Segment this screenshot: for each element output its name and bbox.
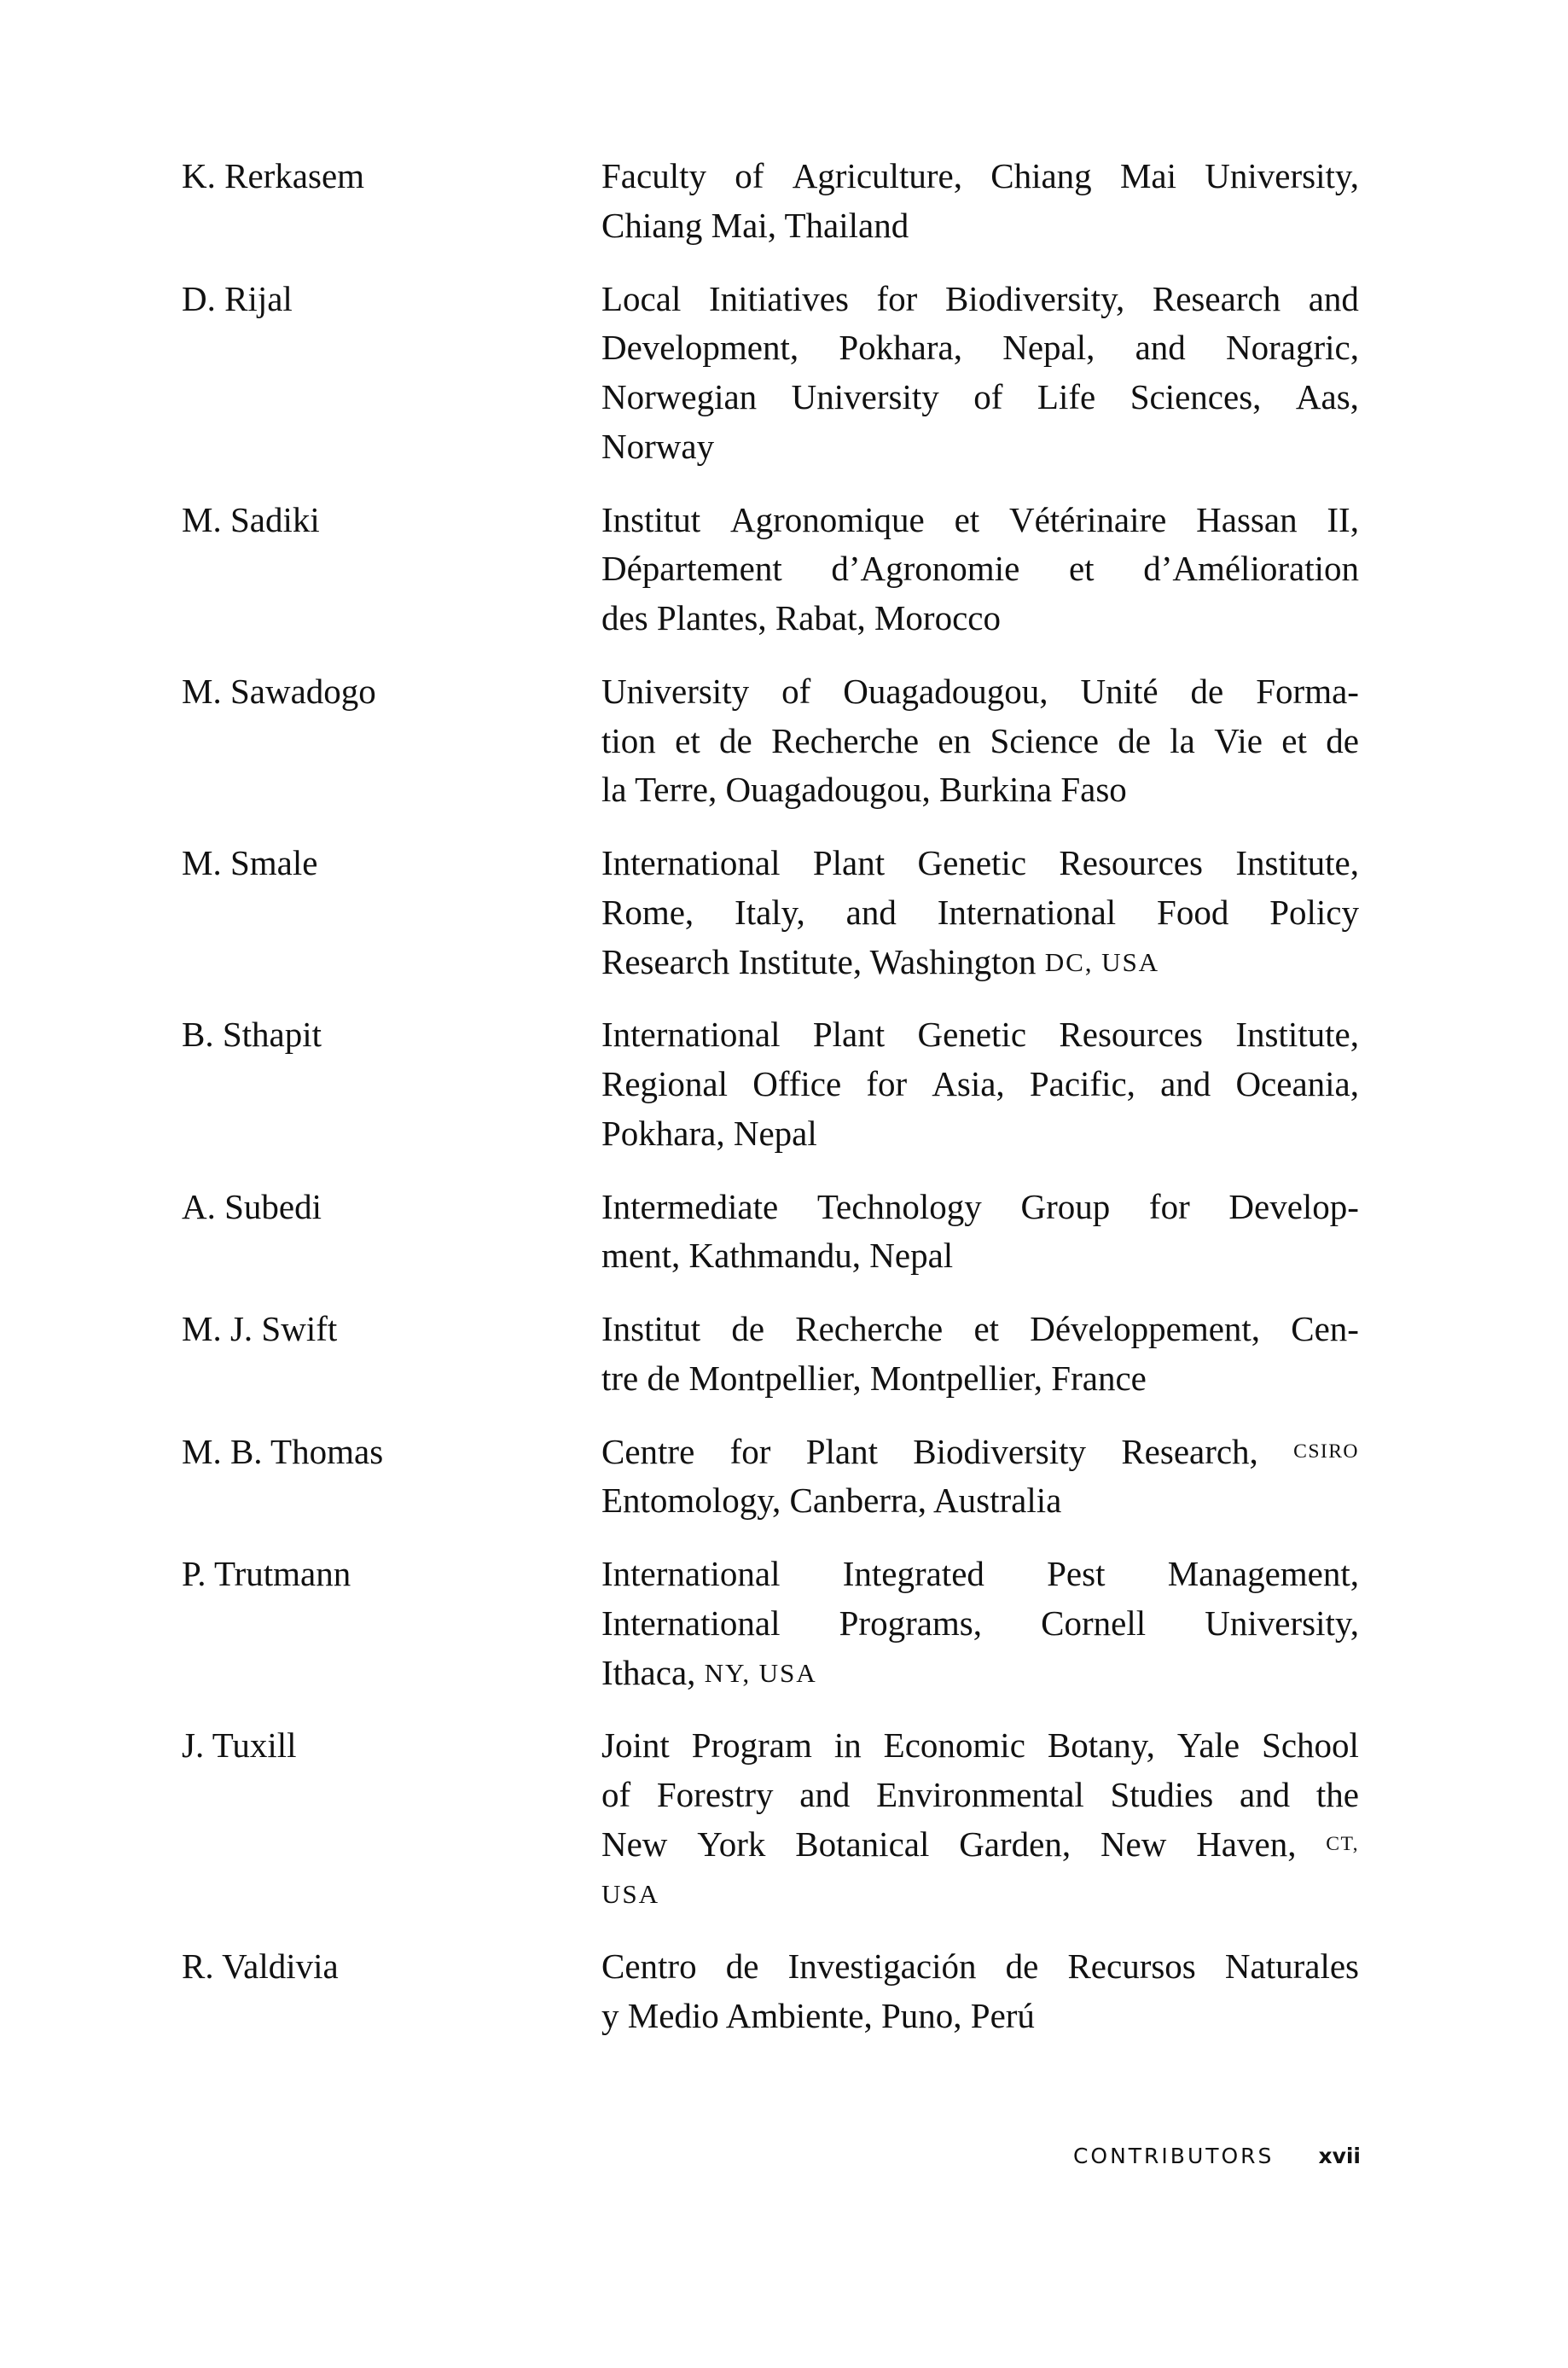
word: de <box>719 720 752 760</box>
word: de <box>1005 1946 1039 1987</box>
affiliation-line <box>601 373 1359 422</box>
word: Italy, <box>735 892 805 932</box>
word: Chiang <box>990 156 1092 195</box>
affiliation-line <box>601 1599 1359 1649</box>
word: Food <box>1157 892 1229 932</box>
running-head: CONTRIBUTORS <box>1072 2144 1275 2168</box>
word: Studies <box>1110 1775 1214 1814</box>
contributor-affiliation <box>601 1942 1359 2041</box>
word: International <box>601 843 781 882</box>
word: Unité <box>1080 671 1159 711</box>
word: the <box>1315 1775 1359 1814</box>
word: et <box>954 499 980 539</box>
word: Pokhara, <box>839 328 962 368</box>
word: tion <box>601 720 656 760</box>
word: New <box>1100 1824 1167 1864</box>
word: of <box>735 156 764 195</box>
word: for <box>729 1431 771 1471</box>
contributor-affiliation <box>601 839 1359 986</box>
affiliation-line <box>601 1428 1359 1477</box>
word: Science <box>990 720 1099 760</box>
contributor-entry <box>182 667 1359 815</box>
word: Biodiversity, <box>944 278 1125 318</box>
affiliation-line <box>601 1010 1359 1060</box>
word: Regional <box>601 1064 729 1103</box>
affiliation-line <box>601 839 1359 888</box>
word: University <box>601 671 750 711</box>
word: Norwegian <box>601 377 758 416</box>
word: de <box>1118 720 1151 760</box>
affiliation-line <box>601 1820 1359 1870</box>
contributor-name: M. B. Thomas <box>182 1431 384 1471</box>
page-footer <box>1073 2144 1361 2168</box>
page-number: xvii <box>1318 2144 1361 2168</box>
contributor-entry <box>182 275 1359 472</box>
contributors-list <box>182 152 1359 2065</box>
word: Institute, <box>1235 1015 1359 1055</box>
contributor-affiliation <box>601 1428 1359 1527</box>
word: for <box>866 1064 908 1103</box>
contributor-name: J. Tuxill <box>182 1725 297 1766</box>
word: Centro <box>601 1946 697 1987</box>
word: of <box>601 1775 631 1814</box>
small-caps-text: DC, USA <box>1044 946 1160 977</box>
word: in <box>833 1725 862 1766</box>
contributor-entry <box>182 1183 1359 1282</box>
word: International <box>601 1603 781 1643</box>
word: Rome, <box>601 892 694 932</box>
word: Nepal, <box>1002 328 1095 368</box>
word: Agriculture, <box>792 156 962 195</box>
word: and <box>1135 328 1186 368</box>
contributor-affiliation <box>601 1550 1359 1697</box>
word: Vie <box>1214 720 1263 760</box>
affiliation-text: ment, Kathmandu, Nepal <box>601 1236 954 1276</box>
affiliation-line <box>601 1550 1359 1599</box>
small-caps-text: USA <box>601 1878 659 1909</box>
word: Life <box>1037 377 1096 416</box>
contributor-entry <box>182 152 1359 251</box>
affiliation-line <box>601 1183 1359 1232</box>
word: Forestry <box>656 1775 774 1814</box>
word: Management, <box>1167 1554 1359 1593</box>
word: en <box>938 720 972 760</box>
contributor-affiliation <box>601 496 1359 643</box>
word: Intermediate <box>601 1186 779 1226</box>
affiliation-line <box>601 544 1359 594</box>
affiliation-line <box>601 1231 1359 1281</box>
word: for <box>1148 1186 1190 1226</box>
contributor-affiliation <box>601 1305 1359 1404</box>
affiliation-line <box>601 1354 1359 1404</box>
word: la <box>1170 720 1195 760</box>
word: Economic <box>883 1725 1025 1766</box>
contributor-name: P. Trutmann <box>182 1554 351 1593</box>
affiliation-line <box>601 1870 1359 1919</box>
word: de <box>1190 671 1224 711</box>
contributor-affiliation <box>601 1183 1359 1282</box>
word: Resources <box>1059 843 1203 882</box>
word: Initiatives <box>708 278 849 318</box>
word: Group <box>1020 1186 1111 1226</box>
word: Pacific, <box>1029 1064 1135 1103</box>
contributor-name: M. Smale <box>182 843 318 882</box>
word: Resources <box>1059 1015 1203 1055</box>
word: de <box>731 1309 765 1348</box>
word: Joint <box>601 1725 670 1766</box>
affiliation-line <box>601 323 1359 373</box>
affiliation-text: la Terre, Ouagadougou, Burkina Faso <box>601 770 1127 810</box>
word: Integrated <box>842 1554 984 1593</box>
word: Biodiversity <box>913 1431 1087 1471</box>
affiliation-line <box>601 717 1359 766</box>
word: CT, <box>1326 1832 1359 1855</box>
word: Haven, <box>1196 1824 1297 1864</box>
word: Vétérinaire <box>1008 499 1167 539</box>
affiliation-text: Research Institute, Washington <box>601 941 1037 981</box>
word: Ouagadougou, <box>843 671 1048 711</box>
affiliation-line <box>601 1721 1359 1771</box>
contributor-name: K. Rerkasem <box>182 156 365 195</box>
contributor-entry <box>182 1550 1359 1697</box>
affiliation-text: y Medio Ambiente, Puno, Perú <box>601 1996 1035 2035</box>
word: Hassan <box>1196 499 1298 539</box>
word: of <box>781 671 811 711</box>
word: Research <box>1152 278 1281 318</box>
affiliation-line <box>601 1649 1359 1698</box>
contributor-name: M. Sadiki <box>182 499 320 539</box>
word: Local <box>601 278 682 318</box>
word: Development, <box>601 328 799 368</box>
affiliation-line <box>601 888 1359 938</box>
word: International <box>601 1015 781 1055</box>
contributor-name: R. Valdivia <box>182 1946 339 1987</box>
word: Cornell <box>1041 1603 1147 1643</box>
contributor-name: D. Rijal <box>182 278 293 318</box>
word: Naturales <box>1224 1946 1359 1987</box>
word: New <box>601 1824 668 1864</box>
affiliation-line <box>601 422 1359 472</box>
word: et <box>1281 720 1307 760</box>
affiliation-text: Norway <box>601 426 715 466</box>
word: et <box>1068 549 1095 589</box>
word: Développement, <box>1030 1309 1261 1348</box>
word: Genetic <box>917 843 1027 882</box>
contributor-name: M. J. Swift <box>182 1309 338 1348</box>
word: Develop- <box>1228 1186 1359 1226</box>
word: Policy <box>1269 892 1359 932</box>
affiliation-line <box>601 1771 1359 1820</box>
word: Noragric, <box>1226 328 1359 368</box>
affiliation-line <box>601 594 1359 643</box>
affiliation-line <box>601 275 1359 324</box>
affiliation-line <box>601 1992 1359 2041</box>
word: Plant <box>812 843 886 882</box>
word: Institute, <box>1235 843 1359 882</box>
affiliation-text: des Plantes, Rabat, Morocco <box>601 598 1001 637</box>
contributor-entry <box>182 839 1359 986</box>
affiliation-line <box>601 667 1359 717</box>
word: Botanical <box>795 1824 930 1864</box>
word: Plant <box>812 1015 886 1055</box>
word: d’Amélioration <box>1143 549 1359 589</box>
affiliation-text: Entomology, Canberra, Australia <box>601 1481 1062 1521</box>
word: Yale <box>1176 1725 1240 1766</box>
word: Asia, <box>932 1064 1005 1103</box>
contributor-entry <box>182 1721 1359 1918</box>
word: Département <box>601 549 782 589</box>
word: University, <box>1205 1603 1359 1643</box>
word: d’Agronomie <box>831 549 1020 589</box>
word: and <box>1308 278 1359 318</box>
word: Recherche <box>771 720 920 760</box>
word: Centre <box>601 1431 695 1471</box>
word: Agronomique <box>730 499 925 539</box>
word: Office <box>752 1064 842 1103</box>
affiliation-line <box>601 1305 1359 1354</box>
word: Institut <box>601 499 701 539</box>
word: Garden, <box>959 1824 1071 1864</box>
affiliation-line <box>601 1060 1359 1109</box>
contributor-entry <box>182 1305 1359 1404</box>
word: for <box>876 278 918 318</box>
word: University <box>791 377 939 416</box>
word: Oceania, <box>1235 1064 1359 1103</box>
word: and <box>799 1775 851 1814</box>
affiliation-text: tre de Montpellier, Montpellier, France <box>601 1358 1147 1398</box>
word: Faculty <box>601 156 706 195</box>
word: et <box>675 720 700 760</box>
word: School <box>1262 1725 1359 1766</box>
word: Technology <box>816 1186 982 1226</box>
affiliation-line <box>601 201 1359 251</box>
word: de <box>1326 720 1359 760</box>
word: et <box>973 1309 1000 1348</box>
affiliation-line <box>601 1476 1359 1526</box>
word: II, <box>1327 499 1359 539</box>
word: International <box>601 1554 781 1593</box>
word: Genetic <box>917 1015 1027 1055</box>
word: University, <box>1205 156 1359 195</box>
affiliation-line <box>601 765 1359 815</box>
contributor-affiliation <box>601 1721 1359 1918</box>
word: of <box>973 377 1003 416</box>
affiliation-line <box>601 938 1359 987</box>
word: Forma- <box>1256 671 1359 711</box>
word: and <box>845 892 897 932</box>
word: York <box>697 1824 766 1864</box>
affiliation-line <box>601 496 1359 545</box>
contributor-entry <box>182 1010 1359 1158</box>
word: Investigación <box>787 1946 977 1987</box>
word: Sciences, <box>1130 377 1262 416</box>
word: Recherche <box>795 1309 944 1348</box>
small-caps-text: NY, USA <box>704 1657 817 1688</box>
word: Botany, <box>1047 1725 1155 1766</box>
word: and <box>1160 1064 1211 1103</box>
affiliation-line <box>601 1109 1359 1159</box>
contributor-name: B. Sthapit <box>182 1015 322 1055</box>
word: Cen- <box>1291 1309 1359 1348</box>
word: Mai <box>1119 156 1176 195</box>
word: de <box>725 1946 759 1987</box>
affiliation-text: Ithaca, <box>601 1652 696 1692</box>
contributor-entry <box>182 1942 1359 2041</box>
word: CSIRO <box>1293 1440 1359 1463</box>
word: Plant <box>805 1431 878 1471</box>
word: and <box>1239 1775 1291 1814</box>
contributor-affiliation <box>601 275 1359 472</box>
word: Aas, <box>1295 377 1359 416</box>
word: Institut <box>601 1309 701 1348</box>
word: Program <box>691 1725 812 1766</box>
contributor-affiliation <box>601 667 1359 815</box>
contributor-affiliation <box>601 152 1359 251</box>
word: Research, <box>1121 1431 1258 1471</box>
word: International <box>937 892 1117 932</box>
word: Environmental <box>876 1775 1084 1814</box>
word: Pest <box>1047 1554 1106 1593</box>
affiliation-line <box>601 152 1359 201</box>
contributor-entry <box>182 496 1359 643</box>
affiliation-line <box>601 1942 1359 1992</box>
contributor-name: M. Sawadogo <box>182 671 376 711</box>
contributor-entry <box>182 1428 1359 1527</box>
contributor-affiliation <box>601 1010 1359 1158</box>
affiliation-text: Chiang Mai, Thailand <box>601 205 909 245</box>
word: Programs, <box>839 1603 983 1643</box>
word: Recursos <box>1067 1946 1196 1987</box>
affiliation-text: Pokhara, Nepal <box>601 1113 817 1153</box>
contributor-name: A. Subedi <box>182 1186 322 1226</box>
